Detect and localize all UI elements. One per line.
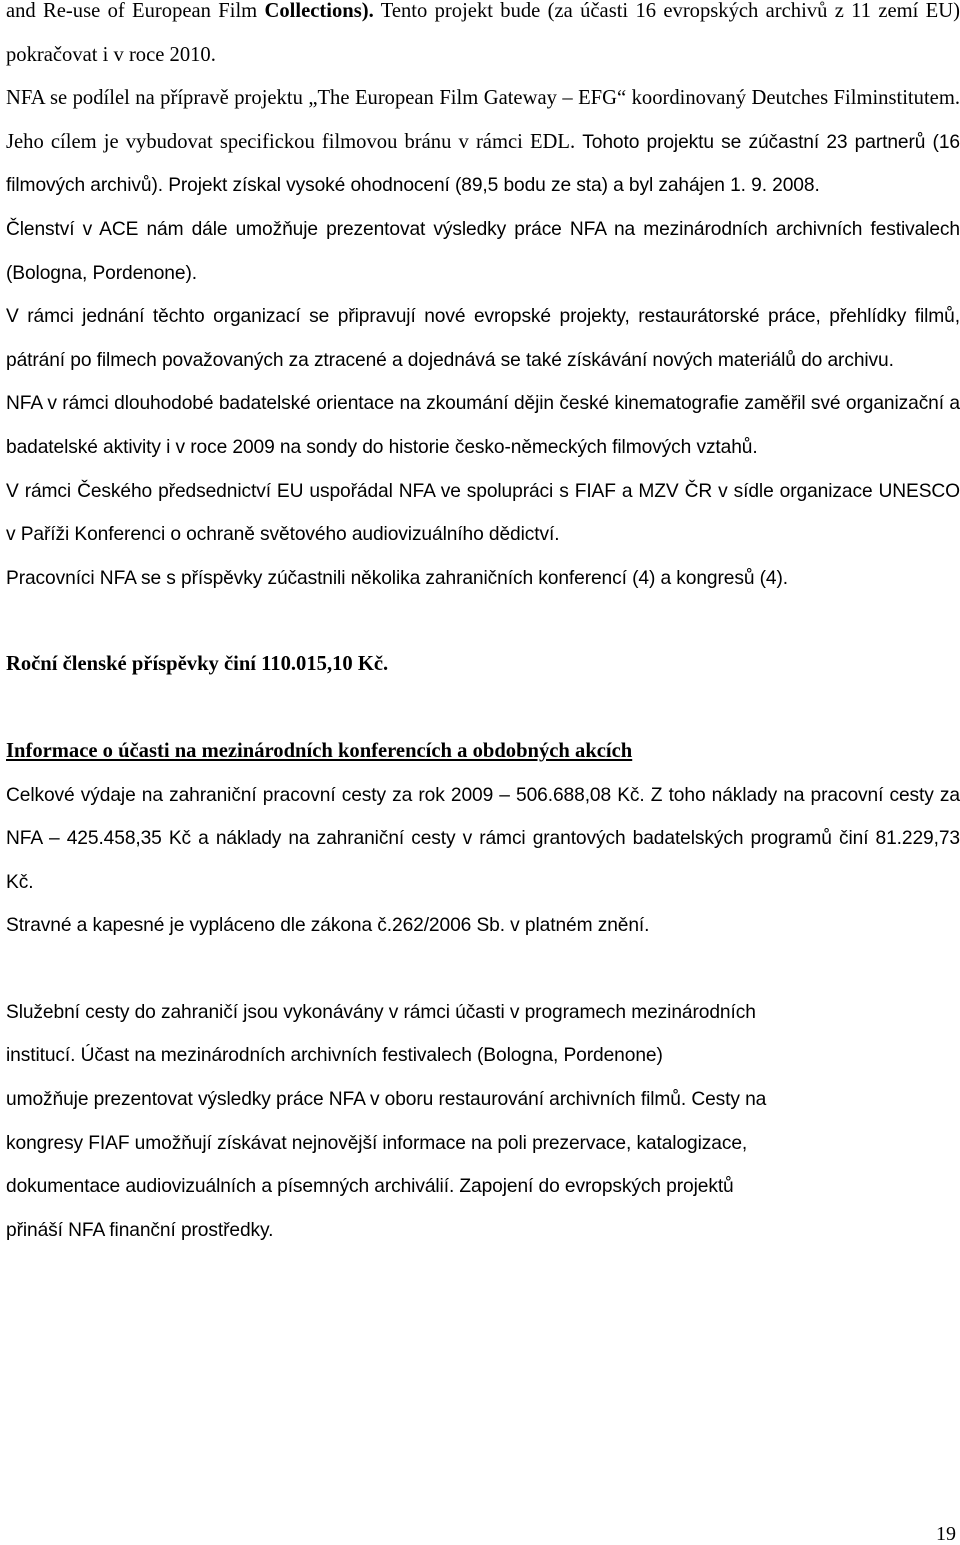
paragraph-unesco-conference: V rámci Českého předsednictví EU uspořádal NFA ve spolupráci s FIAF a MZV ČR v sídle organizace UNESCO v Paříži Konferenci o ochraně světového audiovizuálního dědictví.: [6, 480, 960, 546]
paragraph-research: NFA v rámci dlouhodobé badatelské orientace na zkoumání dějin české kinematografie zaměřil své organizační a badatelské aktivity i v roce 2009 na sondy do historie česko-německých filmových vztahů.: [6, 393, 960, 458]
section-heading: Informace o účasti na mezinárodních konferencích a obdobných akcích: [6, 739, 633, 762]
bold-text: Collections).: [264, 0, 374, 22]
text-sans: Tohoto projektu se zúčastní 23 partnerů (16 filmových archivů).: [6, 131, 960, 197]
paragraph-efg-collections: [6, 0, 960, 77]
text: NFA se podílel na přípravě projektu „The European Film Gateway – EFG“ koordinovaný Deutches Filminstitutem. Jeho cílem je vybudovat specifickou filmovou bránu v rámci EDL.: [6, 87, 960, 153]
paragraph-efg-gateway: [6, 77, 960, 208]
page-number: 19: [936, 1523, 956, 1545]
text-sans: Projekt získal vysoké ohodnocení (89,5 bodu ze sta) a byl zahájen 1. 9. 2008.: [162, 175, 820, 197]
membership-fees: Roční členské příspěvky činí 110.015,10 Kč.: [6, 653, 389, 676]
paragraph-line: umožňuje prezentovat výsledky práce NFA v oboru restaurování archivních filmů. Cesty na: [6, 1089, 767, 1111]
paragraph-organizations: V rámci jednání těchto organizací se připravují nové evropské projekty, restaurátorské práce, přehlídky filmů, pátrání po filmech považovaných za ztracené a dojednává se také získávání nových materiálů do archivu.: [6, 306, 960, 371]
document-page: [6, 0, 960, 1252]
paragraph-ace-membership: Členství v ACE nám dále umožňuje prezentovat výsledky práce NFA na mezinárodních archivních festivalech (Bologna, Pordenone).: [6, 218, 960, 284]
paragraph-conferences: Pracovníci NFA se s příspěvky zúčastnili několika zahraničních konferencí (4) a kongresů (4).: [6, 567, 789, 589]
paragraph-business-trips: [6, 991, 960, 1253]
paragraph-line: přináší NFA finanční prostředky.: [6, 1219, 274, 1241]
paragraph-line: kongresy FIAF umožňují získávat nejnovější informace na poli prezervace, katalogizace,: [6, 1132, 748, 1154]
paragraph-line: Služební cesty do zahraničí jsou vykonávány v rámci účasti v programech mezinárodních: [6, 1001, 756, 1023]
paragraph-expenses: Celkové výdaje na zahraniční pracovní cesty za rok 2009 – 506.688,08 Kč. Z toho náklady na pracovní cesty za NFA – 425.458,35 Kč a náklady na zahraniční cesty v rámci grantových badatelských programů činí 81.229,73 Kč.: [6, 784, 960, 893]
text: Tento projekt bude (za účasti 16 evropských archivů z 11 zemí EU) pokračovat i v roce 2010.: [6, 0, 960, 66]
paragraph-allowance: Stravné a kapesné je vypláceno dle zákona č.262/2006 Sb. v platném znění.: [6, 915, 650, 937]
text: and Re-use of European Film: [6, 0, 265, 22]
paragraph-line: institucí. Účast na mezinárodních archivních festivalech (Bologna, Pordenone): [6, 1045, 663, 1067]
paragraph-line: dokumentace audiovizuálních a písemných archiválií. Zapojení do evropských projektů: [6, 1176, 734, 1198]
